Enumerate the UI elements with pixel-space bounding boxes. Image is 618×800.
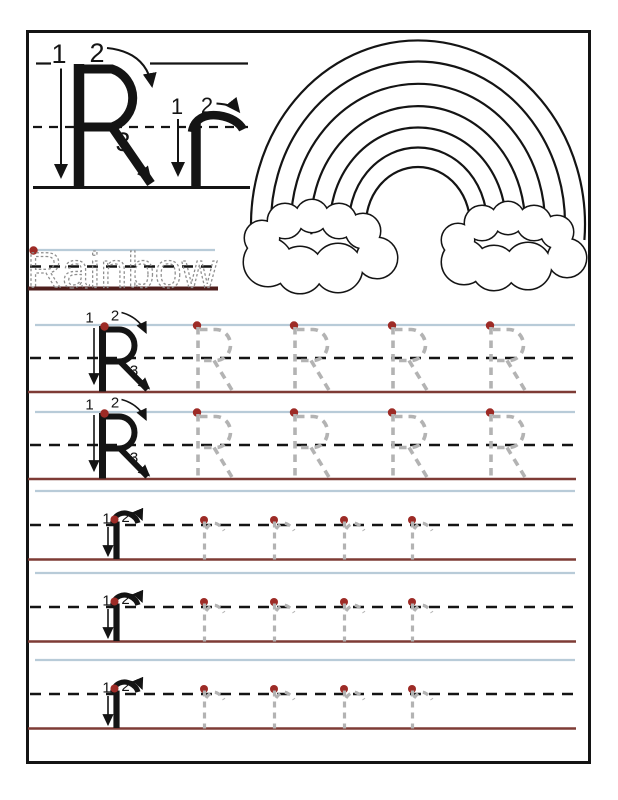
stroke-number-1: 1 [51, 39, 67, 69]
practice-row-lowercase-2 [28, 573, 578, 642]
diagram-R-bowl [79, 69, 133, 127]
trace-word: Rainbow [27, 242, 218, 299]
practice-row-lowercase-1 [28, 491, 578, 560]
stroke-arrow-3 [130, 154, 151, 180]
stroke-number-2: 2 [200, 93, 214, 118]
stroke-arrow-2 [217, 104, 240, 112]
practice-row-lowercase-3 [28, 660, 578, 729]
practice-row-uppercase-1 [28, 308, 578, 393]
diagram-letter-uppercase [51, 38, 152, 187]
diagram-letter-lowercase [171, 93, 243, 187]
stroke-number-2: 2 [89, 38, 105, 68]
stroke-order-diagram [33, 38, 250, 188]
rainbow-illustration [244, 40, 586, 293]
rainbow-arc [366, 167, 470, 229]
stroke-number-3: 3 [115, 127, 131, 157]
trace-word-row [27, 243, 218, 299]
practice-row-uppercase-2 [28, 395, 578, 480]
stroke-number-1: 1 [170, 94, 184, 119]
